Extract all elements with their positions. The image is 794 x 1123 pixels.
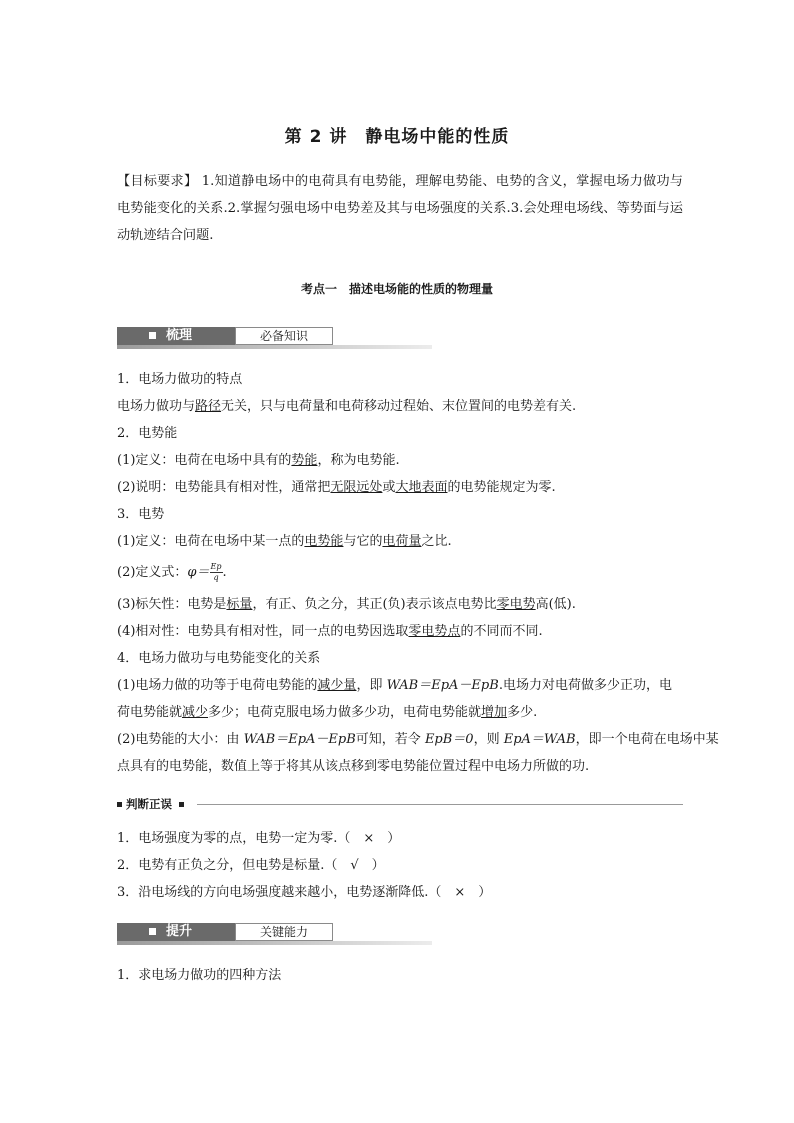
section-banner-tisheng (117, 923, 432, 945)
goals-text: 1.知道静电场中的电荷具有电势能，理解电势能、电势的含义，掌握电场力做功与电势能变化的关系.2.掌握匀强电场中电势差及其与电场强度的关系.3.会处理电场线、等势面与运动轨迹结合问题. (117, 174, 683, 243)
square-icon (149, 332, 156, 339)
banner-dark (117, 327, 235, 345)
page-title: 第 2 讲 静电场中能的性质 (284, 127, 510, 147)
s1-heading: 1．电场力做功的特点 (117, 372, 243, 387)
goals-label: 【目标要求】 (117, 174, 198, 189)
s3-formula: (2)定义式：φ＝ $\frac{Ep}{q}$ . (117, 562, 227, 582)
judge-heading-label: 判断正误 (126, 797, 172, 811)
s2-definition: (1)定义：电荷在电场中具有的势能，称为电势能. (117, 453, 400, 468)
kaodian-heading: 考点一 描述电场能的性质的物理量 (300, 282, 493, 296)
banner-shade (117, 941, 432, 945)
s4-heading: 4．电场力做功与电势能变化的关系 (117, 651, 321, 666)
s3-scalar: (3)标矢性：电势是标量，有正、负之分，其正(负)表示该点电势比零电势高(低). (117, 597, 576, 612)
s2-heading: 2．电势能 (117, 426, 178, 441)
s4-p1-line1: (1)电场力做的功等于电荷电势能的减少量，即 WAB＝EpA－EpB.电场力对电荷做多少正功，电 (117, 678, 672, 693)
judge-heading (117, 796, 683, 812)
list-item: 1．电场强度为零的点，电势一定为零.（ × ） (117, 831, 401, 846)
square-icon (179, 802, 184, 807)
fraction: $\frac{Ep}{q}$ (210, 562, 222, 582)
s2-explanation: (2)说明：电势能具有相对性，通常把无限远处或大地表面的电势能规定为零. (117, 480, 556, 495)
s4-p2-line1: (2)电势能的大小：由 WAB＝EpA－EpB可知，若令 EpB＝0，则 EpA＝WAB，即一个电荷在电场中某 (117, 732, 719, 747)
final-heading: 1．求电场力做功的四种方法 (117, 968, 282, 983)
s1-body: 电场力做功与路径无关，只与电荷量和电荷移动过程始、末位置间的电势差有关. (117, 399, 577, 414)
final-content (117, 962, 683, 989)
s4-p1-line2: 荷电势能就减少多少；电荷克服电场力做多少功，电荷电势能就增加多少. (117, 705, 538, 720)
knowledge-content (117, 366, 719, 780)
judge-list (117, 825, 683, 906)
banner-dark (117, 923, 235, 941)
banner-dark-label: 提升 (166, 924, 193, 939)
square-icon (149, 928, 156, 935)
banner-shade (117, 345, 432, 349)
s3-heading: 3．电势 (117, 507, 165, 522)
banner-light-label: 关键能力 (235, 923, 333, 941)
learning-goals (117, 168, 683, 249)
s3-relativity: (4)相对性：电势具有相对性，同一点的电势因选取零电势点的不同而不同. (117, 624, 543, 639)
section-banner-shuli (117, 327, 432, 349)
banner-dark-label: 梳理 (166, 328, 193, 343)
banner-light-label: 必备知识 (235, 327, 333, 345)
divider (197, 804, 683, 805)
list-item: 3．沿电场线的方向电场强度越来越小，电势逐渐降低.（ × ） (117, 885, 492, 900)
list-item: 2．电势有正负之分，但电势是标量.（ √ ） (117, 858, 385, 873)
s4-p2-line2: 点具有的电势能，数值上等于将其从该点移到零电势能位置过程中电场力所做的功. (117, 759, 590, 774)
s3-definition: (1)定义：电荷在电场中某一点的电势能与它的电荷量之比. (117, 534, 452, 549)
square-icon (117, 802, 122, 807)
